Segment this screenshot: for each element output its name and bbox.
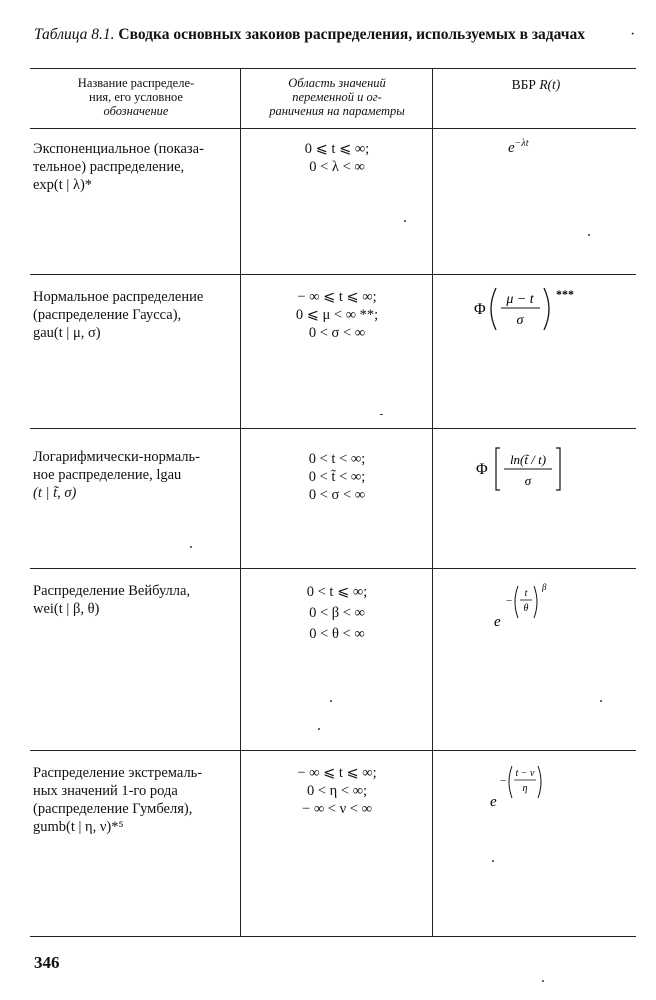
row-2-range: − ∞ ⩽ t ⩽ ∞; 0 ⩽ μ < ∞ **; 0 < σ < ∞ [295, 289, 379, 341]
svg-text:Φ: Φ [474, 301, 486, 318]
svg-text:β: β [542, 582, 547, 592]
column-divider-2 [432, 68, 433, 936]
table-top-rule [30, 68, 636, 69]
svg-text:t: t [524, 588, 528, 599]
svg-text:σ: σ [524, 473, 532, 488]
scan-speck [542, 980, 544, 982]
row-1-range: 0 ⩽ t ⩽ ∞; 0 < λ < ∞ [304, 141, 370, 175]
scan-speck [190, 546, 192, 548]
column-divider-1 [240, 68, 241, 936]
row-1-formula: $e^{-\lambda t}$ [508, 138, 529, 156]
row-5-name: Распределение экстремаль- ных значений 1-го рода (распределение Гумбеля), gumb(t | η, ν)*⁵ [33, 765, 203, 835]
header-col3-label: ВБР [511, 77, 536, 92]
row-divider-4 [30, 750, 636, 751]
row-5-formula [486, 760, 566, 810]
row-1-name: Экспоненциальное (показа- тельное) распределение, exp(t | λ)* [33, 141, 204, 193]
row-2-formula [470, 280, 590, 338]
row-3-range: 0 < t < ∞; 0 < t̃ < ∞; 0 < σ < ∞ [308, 451, 366, 503]
svg-text:e: e [494, 614, 501, 630]
row-4-name: Распределение Вейбулла, wei(t | β, θ) [33, 583, 191, 617]
svg-text:σ: σ [516, 313, 524, 328]
caption-label: Таблица 8.1. [34, 26, 115, 43]
row-divider-3 [30, 568, 636, 569]
svg-text:η: η [522, 783, 528, 794]
row-2-name: Нормальное распределение (распределение Гаусса), gau(t | μ, σ) [33, 289, 204, 341]
svg-text:θ: θ [523, 603, 529, 614]
svg-text:Φ: Φ [476, 461, 488, 478]
header-col-reliability [436, 78, 636, 92]
header-col-range: Область значений переменной и ог- раничения на параметры [269, 76, 405, 118]
row-3-formula [472, 444, 572, 494]
scan-speck [318, 728, 320, 730]
header-bottom-rule [30, 128, 636, 129]
header-col3-symbol: R(t) [539, 77, 561, 92]
svg-text:μ − t: μ − t [506, 292, 534, 307]
row-4-range: 0 < t ⩽ ∞; 0 < β < ∞ 0 < θ < ∞ [306, 584, 368, 642]
scan-speck [380, 414, 383, 415]
row-5-range: − ∞ ⩽ t ⩽ ∞; 0 < η < ∞; − ∞ < ν < ∞ [297, 765, 377, 817]
row-3-name: Логарифмически-нормаль- ное распределение, lgau (t | t̃, σ) [33, 449, 200, 501]
scan-speck [404, 220, 406, 222]
row-4-formula [490, 580, 570, 630]
svg-text:−: − [506, 595, 513, 607]
svg-text:***: *** [556, 287, 574, 301]
svg-text:t − ν: t − ν [515, 768, 535, 779]
row-divider-2 [30, 428, 636, 429]
svg-text:−: − [500, 775, 507, 787]
table-bottom-rule [30, 936, 636, 937]
header-col-name: Название распределе- ния, его условное обозначение [77, 76, 195, 118]
scan-speck [588, 234, 590, 236]
svg-text:ln(t̃ / t): ln(t̃ / t) [509, 452, 547, 467]
row-divider-1 [30, 274, 636, 275]
scan-speck [600, 700, 602, 702]
caption-title: Сводка основных закоиов распределения, используемых в задачах [118, 26, 586, 43]
scan-speck [330, 700, 332, 702]
scan-speck [492, 860, 494, 862]
table-caption [34, 26, 646, 44]
caption-dot: · [630, 26, 636, 43]
svg-text:e: e [490, 794, 497, 810]
page-number: 346 [34, 953, 60, 972]
